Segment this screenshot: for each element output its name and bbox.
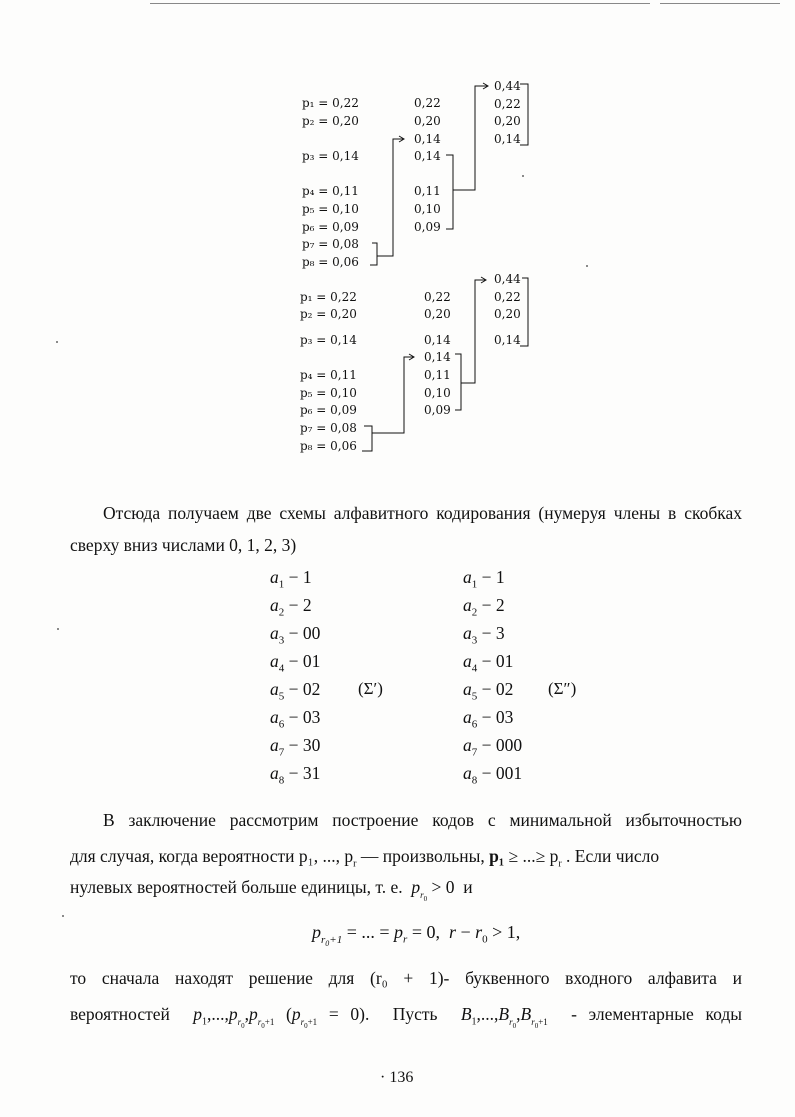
code-row: $a_6 - 03$ bbox=[270, 707, 321, 731]
table-cell: 0,10 bbox=[424, 386, 451, 400]
table-cell: 0,20 bbox=[414, 114, 441, 128]
merge-brackets bbox=[0, 0, 795, 470]
bracket-line bbox=[520, 84, 528, 145]
table-cell: p₁ = 0,22 bbox=[302, 96, 359, 110]
code-row: $a_5 - 02$ bbox=[270, 679, 321, 703]
code-row: $a_3 - 00$ bbox=[270, 623, 321, 647]
table-cell: p₁ = 0,22 bbox=[300, 290, 357, 304]
table-cell: 0,10 bbox=[414, 202, 441, 216]
table-cell: 0,14 bbox=[424, 350, 451, 364]
table-cell: p₅ = 0,10 bbox=[302, 202, 359, 216]
code-row: $a_2 - 2$ bbox=[270, 595, 312, 619]
table-cell: p₇ = 0,08 bbox=[302, 237, 359, 251]
formula: $p_{r_0+1}$ = ... = $p_r = 0$, $r - r_0 > 1$, bbox=[312, 922, 521, 948]
table-cell: p₆ = 0,09 bbox=[302, 220, 359, 234]
table-cell: 0,44 bbox=[494, 272, 521, 286]
table-cell: 0,20 bbox=[494, 114, 521, 128]
code-row: $a_4 - 01$ bbox=[270, 651, 321, 675]
paragraph-line: вероятностей $p_1,...,p_{r_0},p_{r_0+1}$ $(p_{r_0+1} = 0)$. Пусть $B_1,...,B_{r_0},B_{r_0+1}$ - элементарные коды bbox=[70, 1004, 742, 1030]
table-cell: p₂ = 0,20 bbox=[300, 307, 357, 321]
table-cell: 0,14 bbox=[424, 333, 451, 347]
table-cell: p₆ = 0,09 bbox=[300, 403, 357, 417]
table-cell: 0,44 bbox=[494, 79, 521, 93]
table-cell: 0,22 bbox=[494, 290, 521, 304]
table-cell: p₄ = 0,11 bbox=[300, 368, 357, 382]
table-cell: p₂ = 0,20 bbox=[302, 114, 359, 128]
code-row: $a_8 - 31$ bbox=[270, 763, 321, 787]
paragraph-line: нулевых вероятностей больше единицы, т. е. $p_{r_0} > 0$ и bbox=[70, 877, 473, 903]
table-cell: p₄ = 0,11 bbox=[302, 184, 359, 198]
table-cell: 0,22 bbox=[494, 97, 521, 111]
bracket-line bbox=[455, 280, 486, 410]
scheme-label: (Σ″) bbox=[548, 679, 577, 698]
table-cell: 0,14 bbox=[494, 132, 521, 146]
bracket-line bbox=[362, 357, 414, 451]
code-row: $a_4 - 01$ bbox=[463, 651, 514, 675]
scan-speck bbox=[62, 915, 64, 917]
code-row: $a_7 - 30$ bbox=[270, 735, 321, 759]
scheme-label: (Σ′) bbox=[358, 679, 383, 698]
table-cell: p₅ = 0,10 bbox=[300, 386, 357, 400]
code-row: $a_2 - 2$ bbox=[463, 595, 505, 619]
code-row: $a_6 - 03$ bbox=[463, 707, 514, 731]
code-row: $a_7 - 000$ bbox=[463, 735, 523, 759]
table-cell: 0,14 bbox=[414, 132, 441, 146]
paragraph: Отсюда получаем две схемы алфавитного кодирования (нумеруя члены в скобках сверху вниз числами 0, 1, 2, 3) bbox=[70, 503, 742, 555]
table-cell: 0,11 bbox=[414, 184, 441, 198]
bracket-line bbox=[520, 278, 528, 346]
bracket-line bbox=[446, 86, 488, 229]
paragraph-line: то сначала находят решение для (r₀ + 1)- буквенного входного алфавита и bbox=[70, 968, 742, 988]
table-cell: 0,09 bbox=[414, 220, 441, 234]
table-cell: 0,14 bbox=[414, 149, 441, 163]
code-row: $a_3 - 3$ bbox=[463, 623, 505, 647]
paragraph-line: для случая, когда вероятности p₁, ..., $p_r$ — произвольны, p₁ ≥ ...≥ $p_r$ . Если число bbox=[70, 846, 660, 870]
scan-speck bbox=[57, 628, 59, 630]
table-cell: p₇ = 0,08 bbox=[300, 421, 357, 435]
code-row: $a_1 - 1$ bbox=[270, 567, 312, 591]
table-cell: p₈ = 0,06 bbox=[302, 255, 359, 269]
code-row: $a_1 - 1$ bbox=[463, 567, 505, 591]
table-cell: 0,09 bbox=[424, 403, 451, 417]
table-cell: 0,14 bbox=[494, 333, 521, 347]
table-cell: 0,22 bbox=[414, 96, 441, 110]
code-row: $a_8 - 001$ bbox=[463, 763, 523, 787]
table-cell: 0,11 bbox=[424, 368, 451, 382]
bracket-line bbox=[370, 139, 403, 265]
table-cell: p₃ = 0,14 bbox=[300, 333, 357, 347]
page-number: · 136 bbox=[380, 1069, 414, 1086]
paragraph: В заключение рассмотрим построение кодов с минимальной избыточностью bbox=[103, 810, 742, 830]
table-cell: p₈ = 0,06 bbox=[300, 439, 357, 453]
table-cell: 0,20 bbox=[424, 307, 451, 321]
table-cell: 0,20 bbox=[494, 307, 521, 321]
table-cell: p₃ = 0,14 bbox=[302, 149, 359, 163]
table-cell: 0,22 bbox=[424, 290, 451, 304]
code-row: $a_5 - 02$ bbox=[463, 679, 514, 703]
